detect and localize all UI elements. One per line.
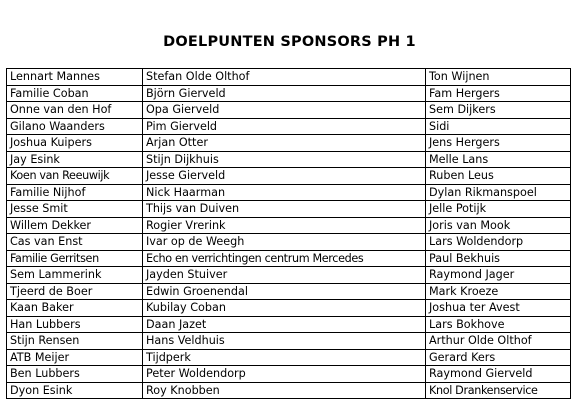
table-cell: Familie Nijhof bbox=[7, 184, 143, 201]
table-cell: Ben Lubbers bbox=[7, 366, 143, 383]
table-row bbox=[7, 217, 571, 234]
table-row bbox=[7, 267, 571, 284]
table-cell: Han Lubbers bbox=[7, 316, 143, 333]
sponsors-table bbox=[6, 68, 571, 399]
table-cell: Dylan Rikmanspoel bbox=[426, 184, 571, 201]
table-cell: Jens Hergers bbox=[426, 135, 571, 152]
table-cell: Nick Haarman bbox=[143, 184, 426, 201]
table-row bbox=[7, 184, 571, 201]
table-cell: Hans Veldhuis bbox=[143, 333, 426, 350]
table-cell: Stijn Rensen bbox=[7, 333, 143, 350]
table-cell: Daan Jazet bbox=[143, 316, 426, 333]
table-cell: Echo en verrichtingen centrum Mercedes bbox=[143, 250, 426, 267]
table-row bbox=[7, 118, 571, 135]
table-row bbox=[7, 333, 571, 350]
table-cell: Familie Gerritsen bbox=[7, 250, 143, 267]
table-cell: Raymond Gierveld bbox=[426, 366, 571, 383]
table-cell: ATB Meijer bbox=[7, 349, 143, 366]
table-row bbox=[7, 250, 571, 267]
table-cell: Stefan Olde Olthof bbox=[143, 69, 426, 86]
table-cell: Lars Bokhove bbox=[426, 316, 571, 333]
table-cell: Jesse Gierveld bbox=[143, 168, 426, 185]
table-row bbox=[7, 382, 571, 399]
table-row bbox=[7, 69, 571, 86]
table-row bbox=[7, 151, 571, 168]
table-cell: Arthur Olde Olthof bbox=[426, 333, 571, 350]
table-cell: Melle Lans bbox=[426, 151, 571, 168]
table-cell: Joris van Mook bbox=[426, 217, 571, 234]
table-cell: Knol Drankenservice bbox=[426, 382, 571, 399]
table-cell: Mark Kroeze bbox=[426, 283, 571, 300]
table-cell: Gerard Kers bbox=[426, 349, 571, 366]
table-cell: Tijdperk bbox=[143, 349, 426, 366]
table-row bbox=[7, 135, 571, 152]
table-row bbox=[7, 366, 571, 383]
table-cell: Jay Esink bbox=[7, 151, 143, 168]
table-cell: Onne van den Hof bbox=[7, 102, 143, 119]
table-cell: Lars Woldendorp bbox=[426, 234, 571, 251]
table-cell: Familie Coban bbox=[7, 85, 143, 102]
table-cell: Kubilay Coban bbox=[143, 300, 426, 317]
table-cell: Sem Lammerink bbox=[7, 267, 143, 284]
table-cell: Roy Knobben bbox=[143, 382, 426, 399]
table-cell: Raymond Jager bbox=[426, 267, 571, 284]
table-cell: Fam Hergers bbox=[426, 85, 571, 102]
table-cell: Joshua Kuipers bbox=[7, 135, 143, 152]
table-cell: Jesse Smit bbox=[7, 201, 143, 218]
table-cell: Pim Gierveld bbox=[143, 118, 426, 135]
table-cell: Ivar op de Weegh bbox=[143, 234, 426, 251]
table-cell: Lennart Mannes bbox=[7, 69, 143, 86]
table-cell: Cas van Enst bbox=[7, 234, 143, 251]
table-cell: Gilano Waanders bbox=[7, 118, 143, 135]
document-title: DOELPUNTEN SPONSORS PH 1 bbox=[163, 34, 416, 50]
table-cell: Koen van Reeuwijk bbox=[7, 168, 143, 185]
table-cell: Jayden Stuiver bbox=[143, 267, 426, 284]
table-row bbox=[7, 85, 571, 102]
table-cell: Dyon Esink bbox=[7, 382, 143, 399]
table-row bbox=[7, 316, 571, 333]
table-cell: Ruben Leus bbox=[426, 168, 571, 185]
table-cell: Edwin Groenendal bbox=[143, 283, 426, 300]
table-row bbox=[7, 168, 571, 185]
table-cell: Paul Bekhuis bbox=[426, 250, 571, 267]
table-cell: Stijn Dijkhuis bbox=[143, 151, 426, 168]
table-cell: Peter Woldendorp bbox=[143, 366, 426, 383]
table-cell: Björn Gierveld bbox=[143, 85, 426, 102]
table-cell: Sidi bbox=[426, 118, 571, 135]
table-cell: Jelle Potijk bbox=[426, 201, 571, 218]
table-cell: Ton Wijnen bbox=[426, 69, 571, 86]
table-row bbox=[7, 349, 571, 366]
table-row bbox=[7, 201, 571, 218]
table-cell: Tjeerd de Boer bbox=[7, 283, 143, 300]
table-row bbox=[7, 234, 571, 251]
table-row bbox=[7, 300, 571, 317]
table-cell: Joshua ter Avest bbox=[426, 300, 571, 317]
table-cell: Opa Gierveld bbox=[143, 102, 426, 119]
table-cell: Rogier Vrerink bbox=[143, 217, 426, 234]
table-row bbox=[7, 102, 571, 119]
table-cell: Willem Dekker bbox=[7, 217, 143, 234]
table-cell: Kaan Baker bbox=[7, 300, 143, 317]
table-cell: Thijs van Duiven bbox=[143, 201, 426, 218]
sponsors-table-body bbox=[7, 69, 571, 399]
table-row bbox=[7, 283, 571, 300]
table-cell: Arjan Otter bbox=[143, 135, 426, 152]
table-cell: Sem Dijkers bbox=[426, 102, 571, 119]
